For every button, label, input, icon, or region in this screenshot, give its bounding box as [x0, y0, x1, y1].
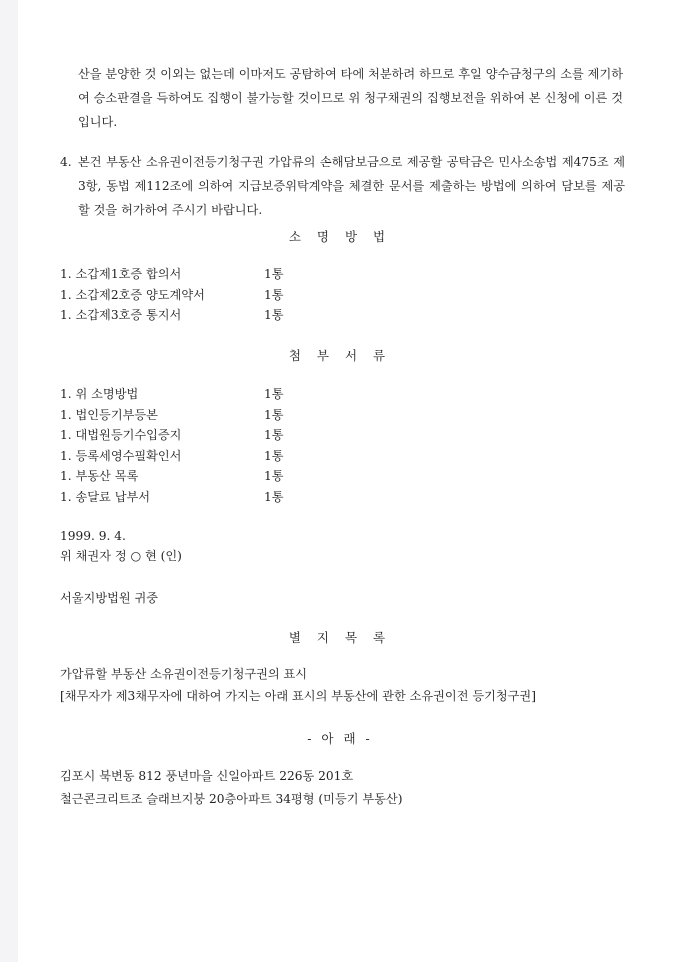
attachment-item-label: 1. 송달료 납부서 [60, 489, 151, 504]
evidence-item-count: 1통 [264, 287, 284, 302]
attachment-item-label: 1. 법인등기부등본 [60, 407, 158, 422]
continued-paragraph: 산을 분양한 것 이외는 없는데 이마저도 공탐하여 타에 처분하려 하므로 후일 양수금청구의 소를 제기하여 승소판결을 득하여도 집행이 불가능할 것이므로 위 청구채권의 집행보전을 위하여 본 신청에 이른 것입니다. [78, 67, 623, 129]
attachment-item-count: 1통 [264, 448, 284, 463]
evidence-item [60, 305, 460, 326]
court-addressee: 서울지방법원 귀중 [60, 591, 159, 605]
attachment-item-label: 1. 대법원등기수입증지 [60, 428, 182, 442]
attachment-item [60, 384, 460, 405]
attachment-item-label: 1. 부동산 목록 [60, 469, 139, 483]
evidence-item-count: 1통 [264, 267, 284, 281]
attachment-item-label: 1. 등록세영수필확인서 [60, 448, 182, 463]
evidence-item [60, 264, 460, 285]
attachment-item [60, 446, 460, 467]
property-address: 김포시 북변동 812 풍년마을 신일아파트 226동 201호 [60, 769, 354, 783]
attachment-item [60, 487, 460, 508]
annex-title: 가압류할 부동산 소유권이전등기청구권의 표시 [60, 667, 308, 681]
filing-date: 1999. 9. 4. [60, 529, 126, 543]
annex-heading: 별 지 목 록 [288, 630, 392, 645]
evidence-list [60, 264, 460, 326]
evidence-item-label: 1. 소갑제3호증 통지서 [60, 308, 182, 322]
attachments-list [60, 384, 460, 507]
attachment-item-count: 1통 [264, 428, 284, 442]
attachment-item [60, 425, 460, 446]
evidence-item-count: 1통 [264, 308, 284, 322]
property-description: 철근콘크리트조 슬래브지붕 20층아파트 34평형 (미등기 부동산) [60, 792, 403, 806]
item-4-text: 본건 부동산 소유권이전등기청구권 가압류의 손해담보금으로 제공할 공탁금은 민사소송법 제475조 제3항, 동법 제112조에 의하여 지급보증위탁계약을 체결한 문서를 제출하는 방법에 의하여 담보를 제공할 것을 허가하여 주시기 바랍니다. [78, 155, 625, 217]
annex-subtitle: [채무자가 제3채무자에 대하여 가지는 아래 표시의 부동산에 관한 소유권이전 등기청구권] [60, 689, 536, 703]
item-4 [60, 150, 625, 222]
evidence-heading: 소 명 방 법 [288, 229, 392, 244]
evidence-item [60, 285, 460, 306]
attachment-item-count: 1통 [264, 387, 284, 401]
attachment-item-count: 1통 [264, 407, 284, 422]
attachment-item-label: 1. 위 소명방법 [60, 387, 139, 401]
attachments-heading: 첨 부 서 류 [288, 348, 392, 363]
attachment-item-count: 1통 [264, 469, 284, 483]
attachment-item-count: 1통 [264, 489, 284, 504]
item-4-number: 4. [60, 155, 72, 169]
attachment-item [60, 405, 460, 426]
attachment-item [60, 466, 460, 487]
evidence-item-label: 1. 소갑제1호증 합의서 [60, 267, 182, 281]
evidence-item-label: 1. 소갑제2호증 양도계약서 [60, 287, 205, 302]
annex-divider: - 아 래 - [307, 731, 373, 746]
signatory: 위 채권자 정 ○ 현 (인) [60, 549, 182, 563]
